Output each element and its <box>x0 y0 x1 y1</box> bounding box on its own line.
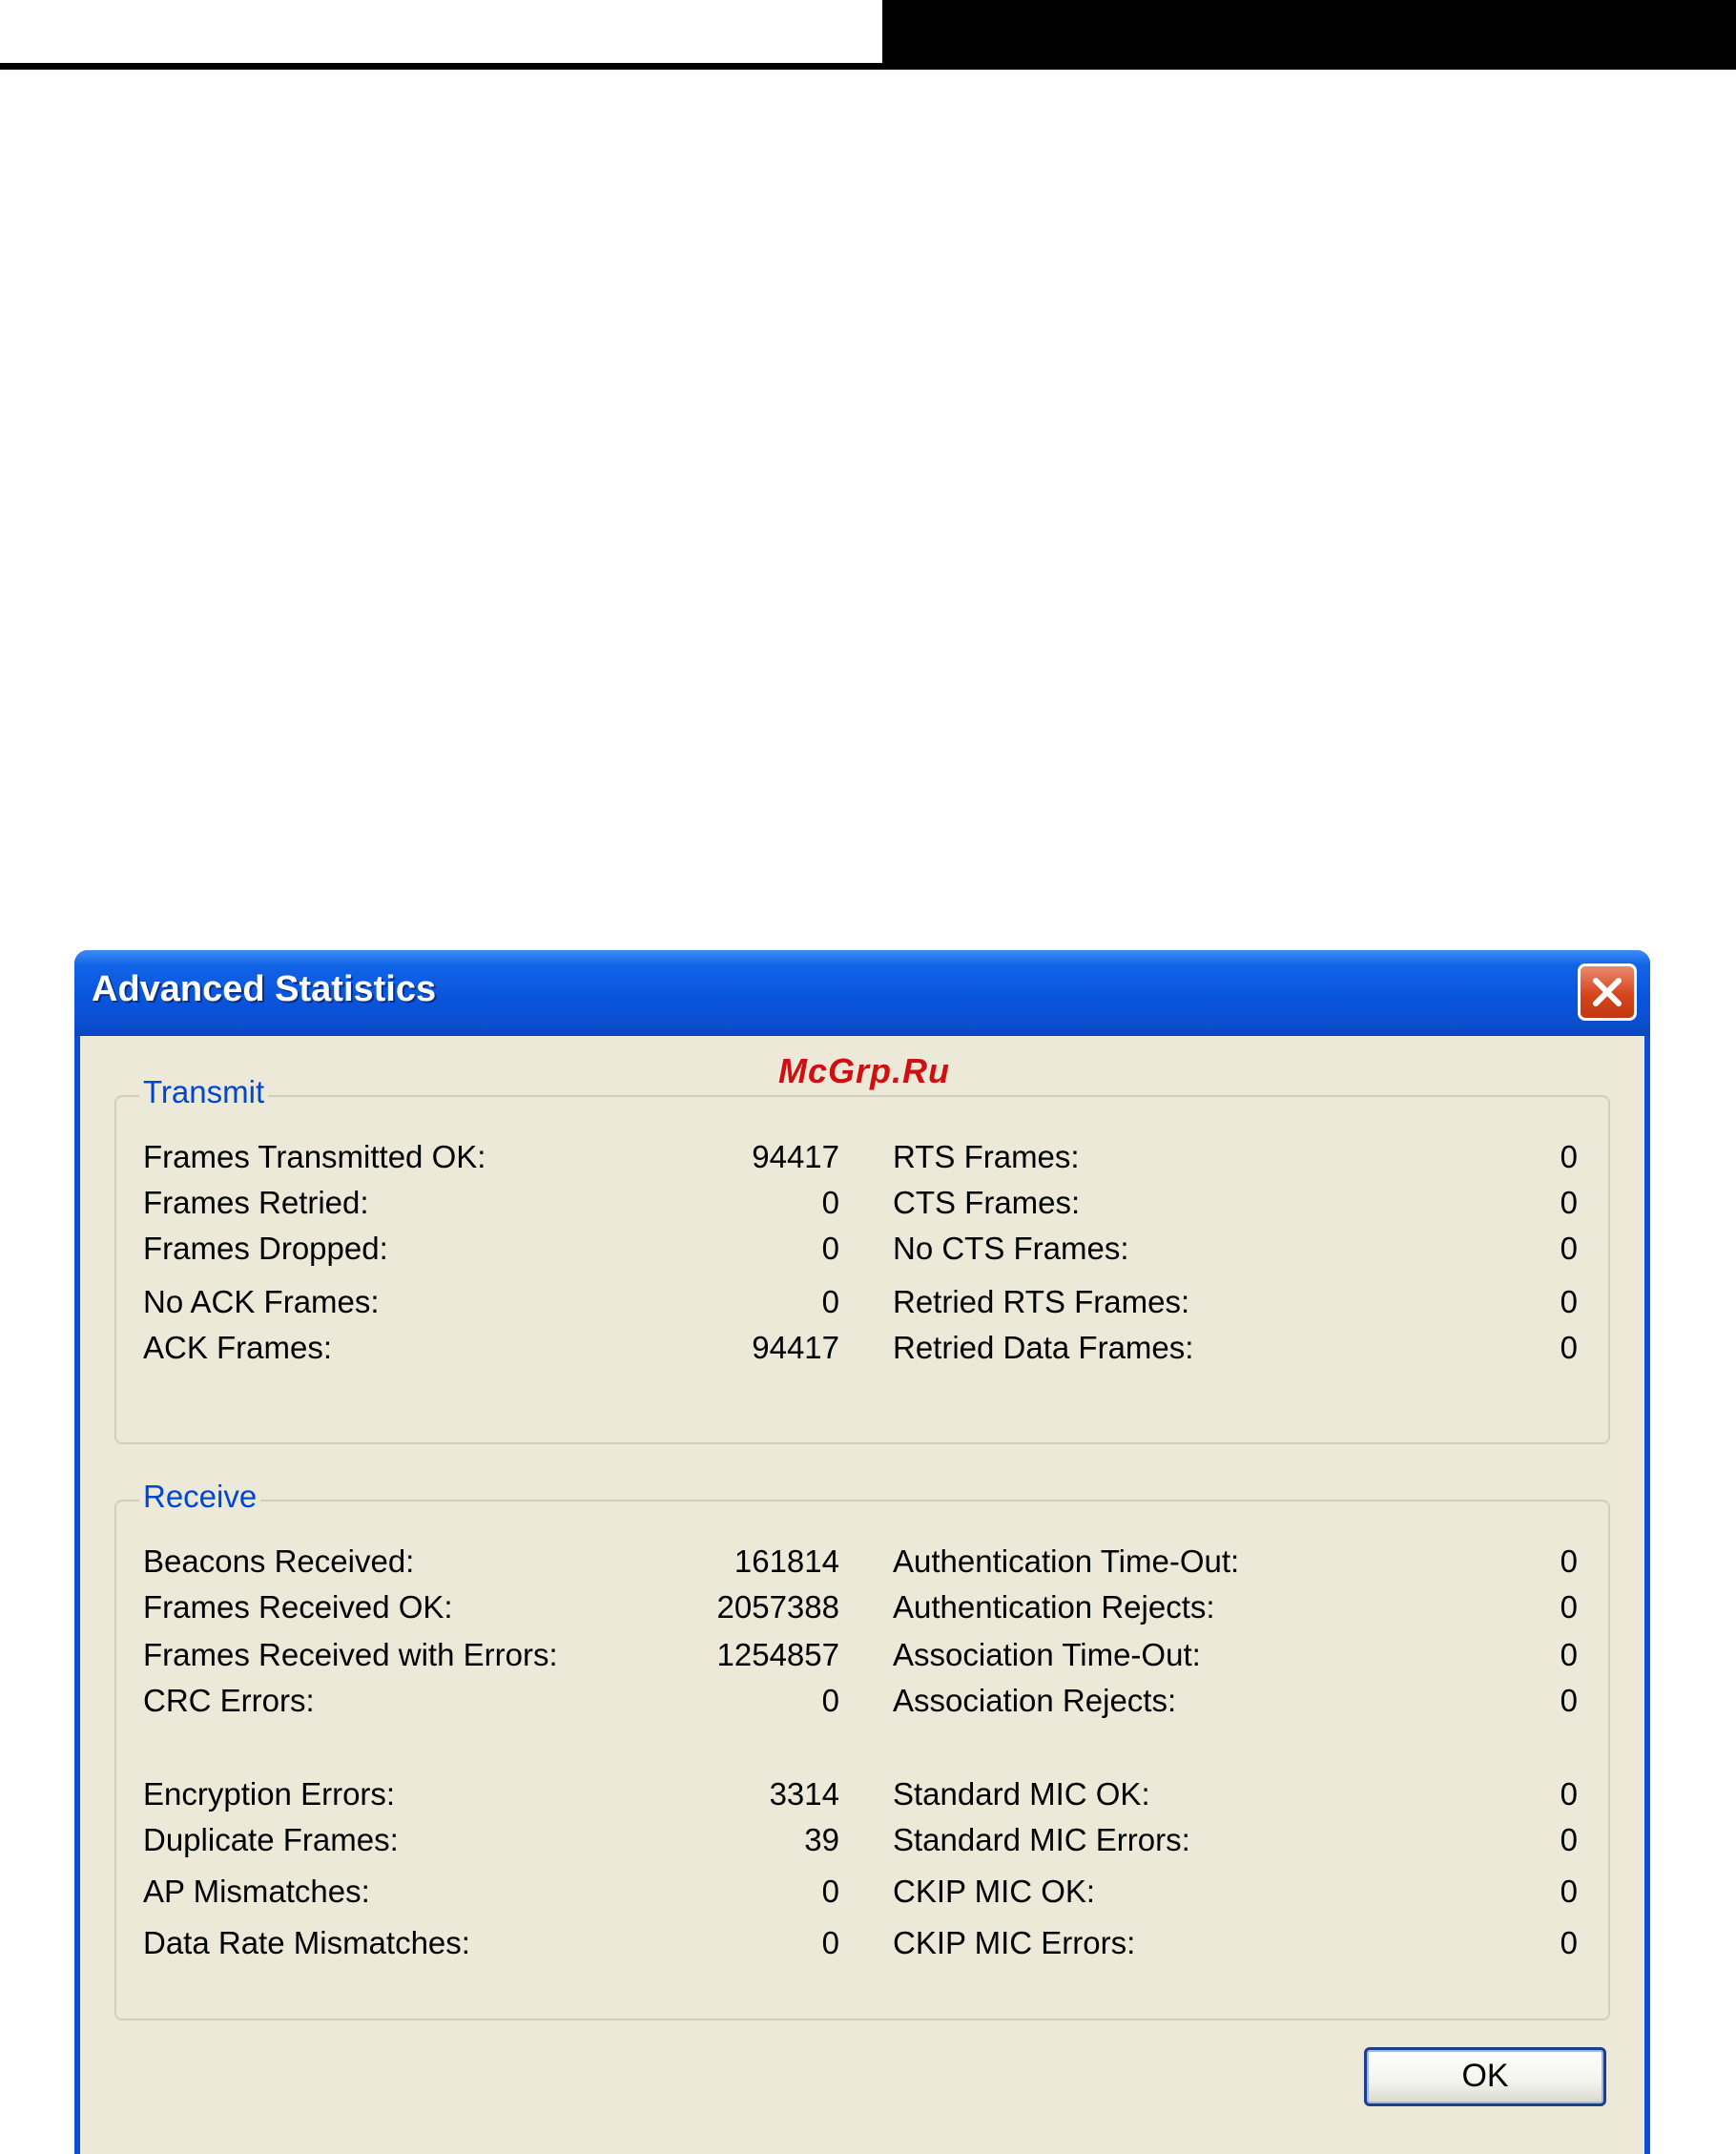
stat-value: 0 <box>1560 1776 1578 1812</box>
stat-value: 0 <box>821 1185 839 1220</box>
header-rule <box>0 63 882 70</box>
stat-label: Data Rate Mismatches: <box>143 1925 470 1960</box>
header-black-bar <box>882 0 1736 70</box>
stat-label: CRC Errors: <box>143 1683 315 1718</box>
stat-label: Frames Retried: <box>143 1185 369 1220</box>
stat-value: 0 <box>821 1683 839 1718</box>
watermark: McGrp.Ru <box>778 1051 951 1090</box>
stat-label: CKIP MIC Errors: <box>893 1925 1136 1960</box>
close-icon <box>1590 975 1624 1009</box>
stat-label: AP Mismatches: <box>143 1874 370 1909</box>
stat-label: CKIP MIC OK: <box>893 1874 1096 1909</box>
stat-value: 0 <box>1560 1822 1578 1857</box>
stat-value: 0 <box>821 1874 839 1909</box>
stat-label: Duplicate Frames: <box>143 1822 399 1857</box>
stat-label: Retried Data Frames: <box>893 1330 1194 1365</box>
stat-value: 0 <box>821 1284 839 1319</box>
stat-value: 39 <box>804 1822 839 1857</box>
stat-value: 0 <box>1560 1330 1578 1365</box>
stat-label: Beacons Received: <box>143 1543 415 1579</box>
stat-value: 1254857 <box>716 1637 839 1672</box>
transmit-legend: Transmit <box>139 1074 268 1110</box>
stat-label: Frames Received OK: <box>143 1589 453 1625</box>
stat-label: Authentication Rejects: <box>893 1589 1215 1625</box>
stat-value: 0 <box>1560 1683 1578 1718</box>
stat-value: 0 <box>1560 1139 1578 1174</box>
ok-button[interactable]: OK <box>1364 2047 1606 2106</box>
stat-label: Frames Transmitted OK: <box>143 1139 486 1174</box>
stat-value: 0 <box>1560 1284 1578 1319</box>
stat-label: RTS Frames: <box>893 1139 1080 1174</box>
stat-label: Retried RTS Frames: <box>893 1284 1190 1319</box>
stat-value: 0 <box>1560 1925 1578 1960</box>
title-bar[interactable] <box>74 950 1650 1036</box>
close-button[interactable] <box>1578 963 1637 1021</box>
stat-label: Association Time-Out: <box>893 1637 1201 1672</box>
stat-value: 2057388 <box>716 1589 839 1625</box>
stat-label: Frames Dropped: <box>143 1231 388 1266</box>
stat-label: Standard MIC OK: <box>893 1776 1150 1812</box>
stat-value: 0 <box>1560 1543 1578 1579</box>
dialog-body <box>80 1036 1644 2154</box>
stat-value: 3314 <box>769 1776 839 1812</box>
stat-value: 0 <box>1560 1185 1578 1220</box>
stat-value: 94417 <box>752 1330 839 1365</box>
stat-value: 161814 <box>734 1543 839 1579</box>
receive-legend: Receive <box>139 1479 260 1515</box>
stat-value: 0 <box>821 1925 839 1960</box>
stat-label: No CTS Frames: <box>893 1231 1129 1266</box>
stat-label: CTS Frames: <box>893 1185 1081 1220</box>
stat-value: 0 <box>1560 1589 1578 1625</box>
stat-label: Association Rejects: <box>893 1683 1177 1718</box>
transmit-group <box>114 1074 1610 1444</box>
stat-label: Authentication Time-Out: <box>893 1543 1240 1579</box>
stat-label: Frames Received with Errors: <box>143 1637 558 1672</box>
receive-group <box>114 1479 1610 2020</box>
stat-label: No ACK Frames: <box>143 1284 380 1319</box>
advanced-statistics-dialog <box>74 950 1650 2154</box>
stat-label: ACK Frames: <box>143 1330 333 1365</box>
stat-value: 0 <box>1560 1874 1578 1909</box>
stat-value: 0 <box>1560 1637 1578 1672</box>
stat-value: 0 <box>1560 1231 1578 1266</box>
window-title: Advanced Statistics <box>92 969 437 1009</box>
stat-label: Standard MIC Errors: <box>893 1822 1190 1857</box>
stat-label: Encryption Errors: <box>143 1776 396 1812</box>
stat-value: 94417 <box>752 1139 839 1174</box>
stat-value: 0 <box>821 1231 839 1266</box>
